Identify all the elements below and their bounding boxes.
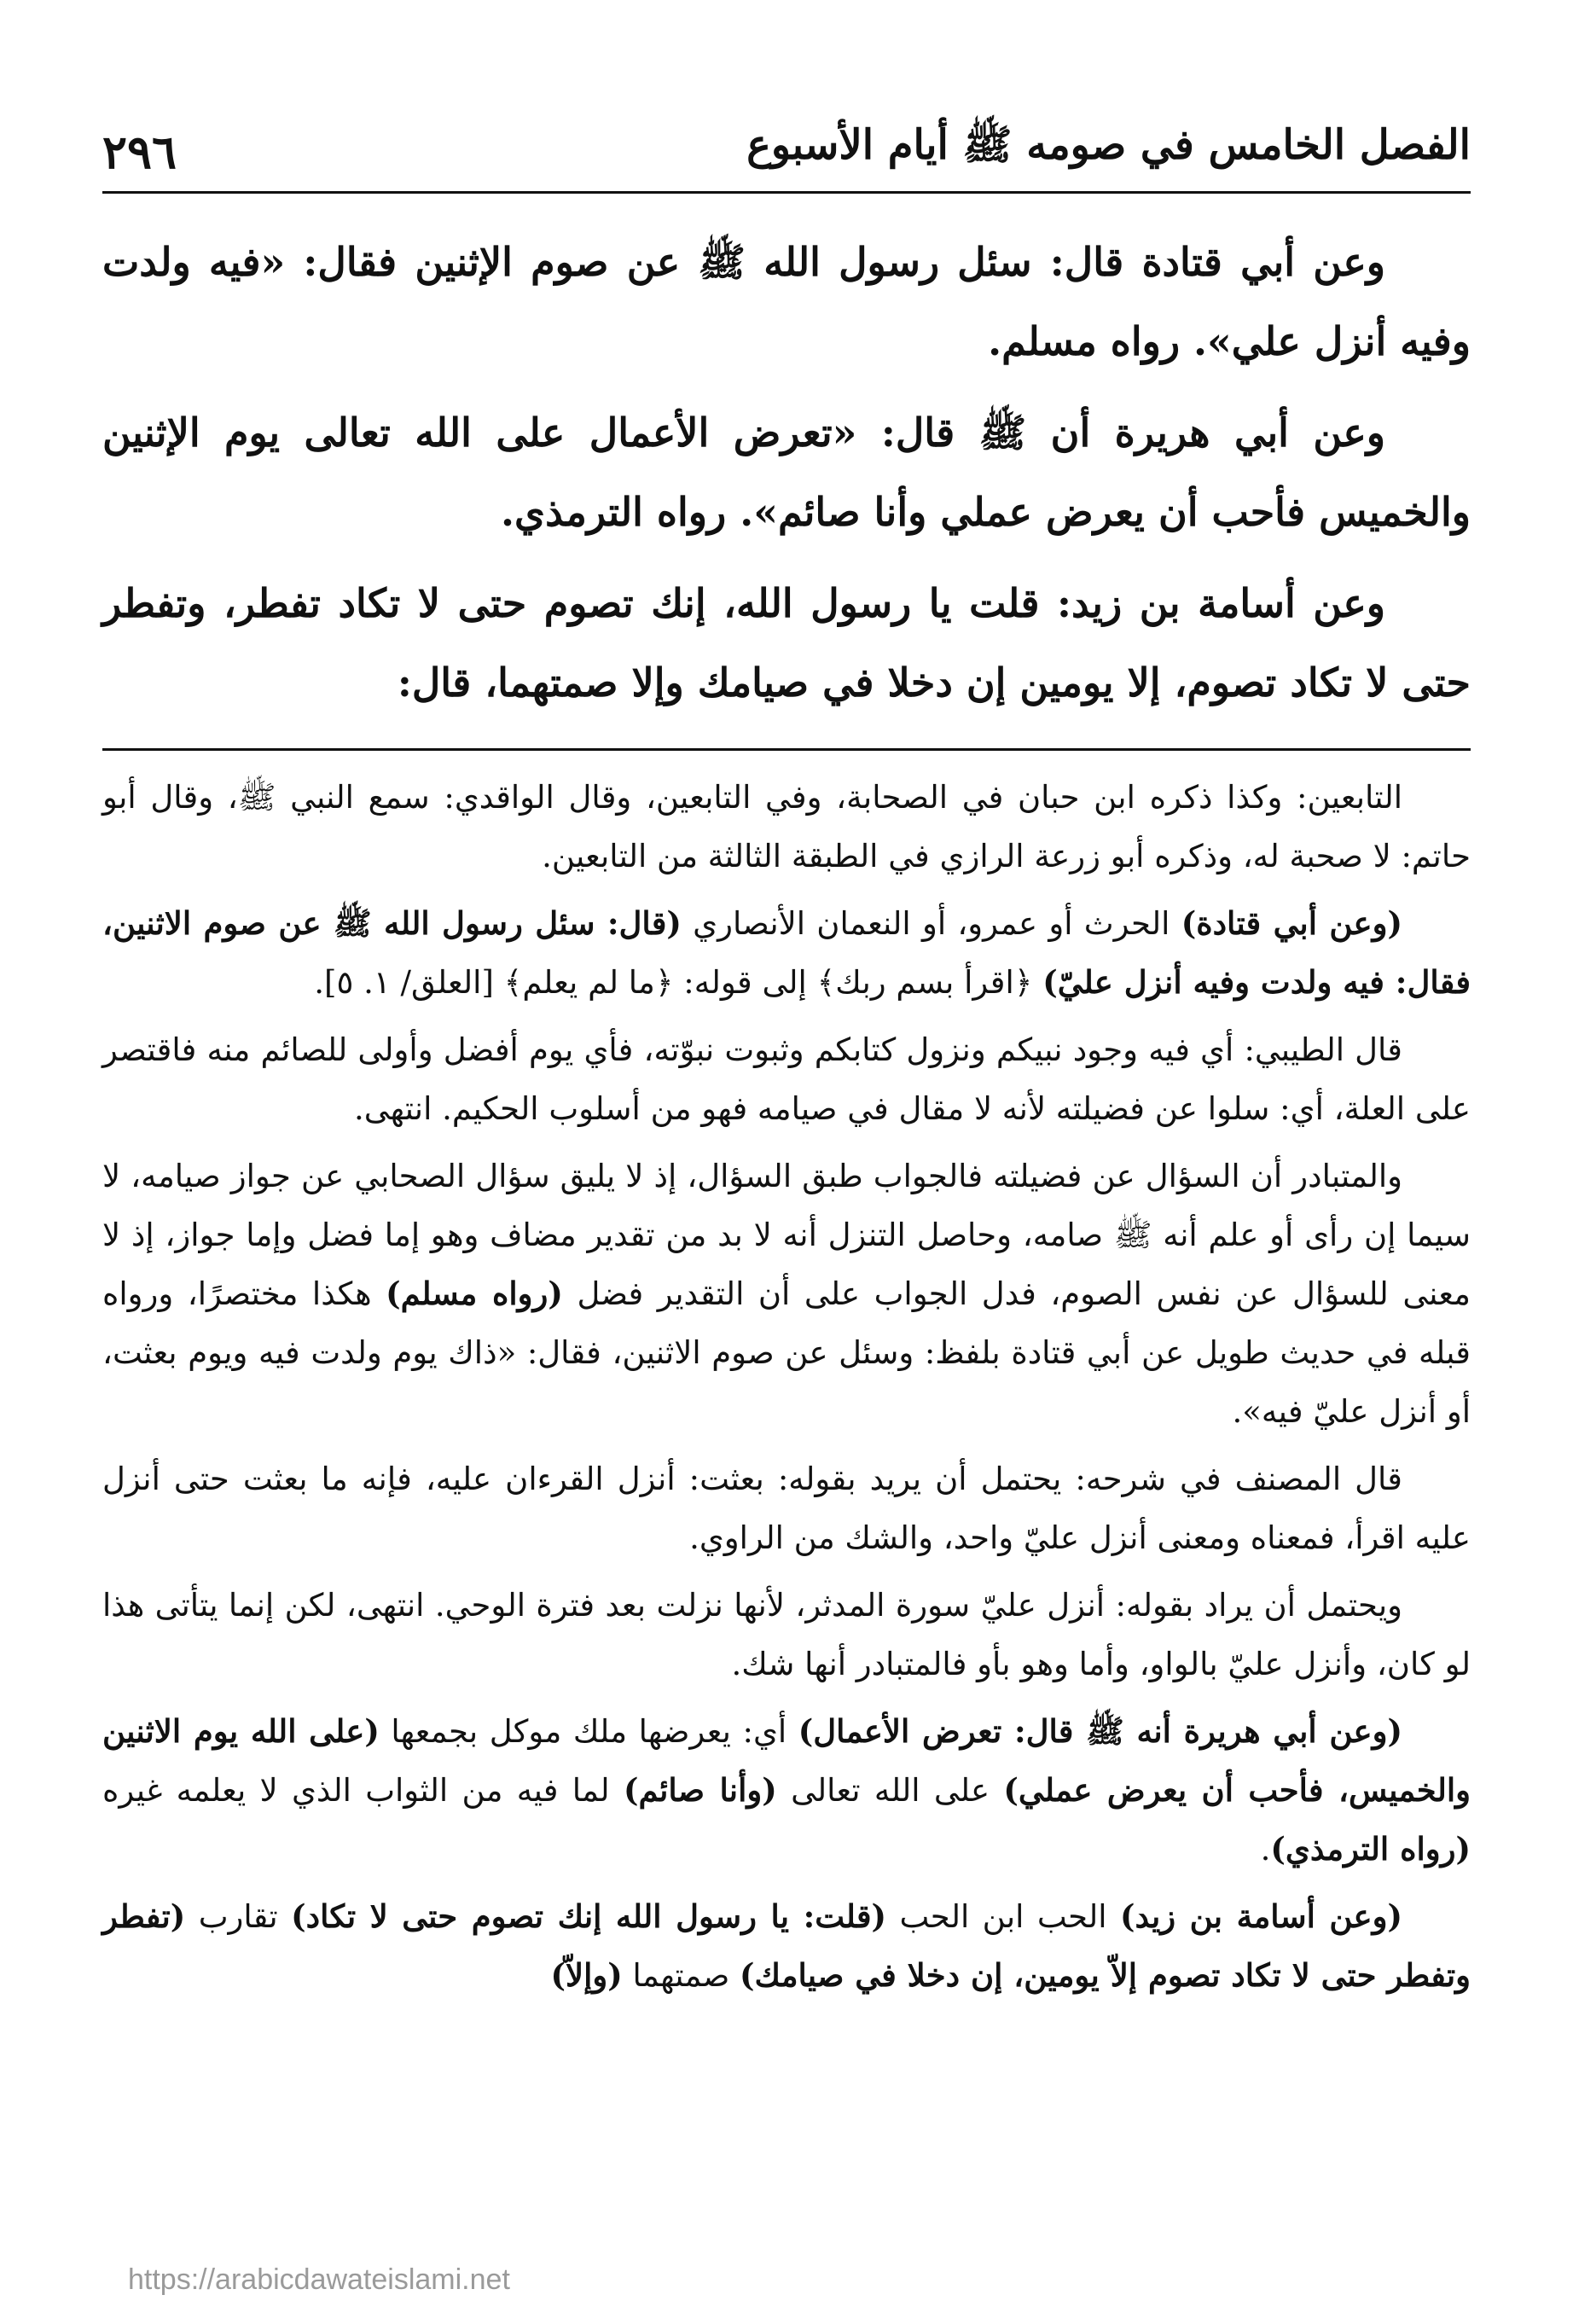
bold-quote: (رواه الترمذي) [1270,1830,1471,1868]
commentary-text: ﴿اقرأ بسم ربك﴾ إلى قوله: ﴿ما لم يعلم﴾ [العلق/ ١. ٥]. [314,964,1043,1001]
commentary-text: على الله تعالى [776,1772,1004,1809]
watermark-url: https://arabicdawateislami.net [128,2263,510,2296]
commentary-paragraph: ويحتمل أن يراد بقوله: أنزل عليّ سورة المدثر، لأنها نزلت بعد فترة الوحي. انتهى، لكن إنما يتأتى هذا لو كان، وأنزل عليّ بالواو، وأما وهو بأو فالمتبادر أنها شك. [102,1587,1471,1682]
commentary-text: تقارب [185,1898,292,1935]
commentary-paragraph: التابعين: وكذا ذكره ابن حبان في الصحابة، وفي التابعين، وقال الواقدي: سمع النبي ﷺ، وقال أبو حاتم: لا صحبة له، وذكره أبو زرعة الرازي في الطبقة الثالثة من التابعين. [102,779,1471,874]
commentary-text: صمتهما [622,1957,740,1994]
bold-quote: (وعن أبي قتادة) [1181,904,1402,942]
hadith-paragraph: وعن أسامة بن زيد: قلت يا رسول الله، إنك تصوم حتى لا تكاد تفطر، وتفطر حتى لا تكاد تصوم، إلا يومين إن دخلا في صيامك وإلا صمتهما، قال: [102,580,1471,706]
bold-quote: (قلت: يا رسول الله إنك تصوم حتى لا تكاد) [291,1897,887,1935]
hadith-paragraph: وعن أبي هريرة أن ﷺ قال: «تعرض الأعمال على الله تعالى يوم الإثنين والخميس فأحب أن يعرض عملي وأنا صائم». رواه الترمذي. [102,410,1471,535]
commentary-text: الحرث أو عمرو، أو النعمان الأنصاري [681,905,1181,942]
bold-quote: (على الله يوم الاثنين والخميس، فأحب أن يعرض عملي) [102,1712,1471,1809]
commentary-paragraph: قال المصنف في شرحه: يحتمل أن يريد بقوله: بعثت: أنزل القرءان عليه، فإنه ما بعثت حتى أنزل عليه اقرأ، فمعناه ومعنى أنزل عليّ واحد، والشك من الراوي. [102,1461,1471,1556]
hadith-paragraph: وعن أبي قتادة قال: سئل رسول الله ﷺ عن صوم الإثنين فقال: «فيه ولدت وفيه أنزل علي». رواه مسلم. [102,239,1471,364]
commentary-text: والمتبادر أن السؤال عن فضيلته فالجواب طبق السؤال، إذ لا يليق سؤال الصحابي عن جواز صيامه، لا سيما إن رأى أو علم أنه ﷺ صامه، وحاصل التنزل أنه لا بد من تقدير مضاف وهو إما فضل وإما جواز، إذ لا معنى للسؤال عن نفس الصوم، فدل الجواب على أن التقدير فضل [102,1158,1471,1312]
bold-quote: (تفطر وتفطر حتى لا تكاد تصوم إلاّ يومين، إن دخلا في صيامك) [102,1897,1471,1994]
commentary-paragraph [102,1702,1471,1879]
bold-quote: (رواه مسلم) [386,1275,563,1312]
commentary-text: . [1260,1831,1271,1868]
commentary-text: أي: يعرضها ملك موكل بجمعها [379,1713,798,1750]
hadith-section [102,223,1471,723]
bold-quote: (وعن أسامة بن زيد) [1120,1897,1403,1935]
bold-quote: (وأنا صائم) [623,1771,777,1809]
bold-quote: (قال: سئل رسول الله ﷺ عن صوم الاثنين، فقال: فيه ولدت وفيه أنزل عليّ) [102,904,1471,1001]
bold-quote: (وعن أبي هريرة أنه ﷺ قال: تعرض الأعمال) [798,1712,1402,1750]
running-title: الفصل الخامس في صومه ﷺ أيام الأسبوع [746,121,1471,169]
commentary-paragraph [102,894,1471,1012]
commentary-text: هكذا مختصرًا، ورواه قبله في حديث طويل عن أبي قتادة بلفظ: وسئل عن صوم الاثنين، فقال: «ذاك يوم ولدت فيه ويوم بعثت، أو أنزل عليّ فيه». [102,1275,1471,1430]
page-header [102,102,1471,179]
commentary-paragraph [102,1147,1471,1441]
page-number: ٢٩٦ [102,125,177,179]
commentary-paragraph: قال الطيبي: أي فيه وجود نبيكم ونزول كتابكم وثبوت نبوّته، فأي يوم أفضل وأولى للصائم منه فاقتصر على العلة، أي: سلوا عن فضيلته لأنه لا مقال في صيامه فهو من أسلوب الحكيم. انتهى. [102,1031,1471,1127]
header-rule [102,191,1471,194]
section-divider [102,748,1471,751]
commentary-text: لما فيه من الثواب الذي لا يعلمه غيره [102,1772,624,1809]
commentary-section [102,768,1471,2005]
commentary-text: الحب ابن الحب [886,1898,1121,1935]
commentary-paragraph [102,1887,1471,2005]
bold-quote: (وإلاّ) [550,1956,623,1994]
